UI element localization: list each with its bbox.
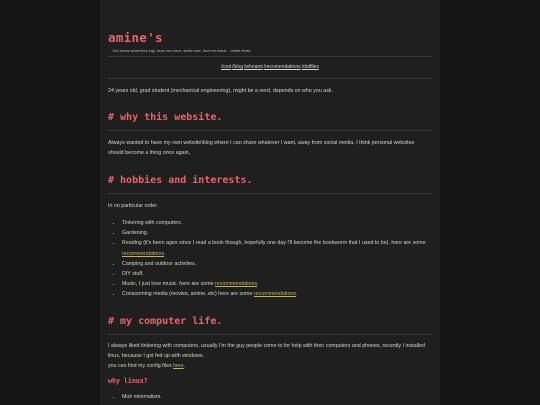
list-item: • DIY stuff.	[122, 269, 444, 279]
recommendations-link-media[interactable]: recommendations	[253, 291, 296, 298]
list-item: • Camping and outdoor activities.	[122, 259, 444, 269]
nav-bar	[108, 64, 432, 70]
site-tagline: You know what they say, trust me once, strike one. fool me twice... strike three.	[112, 48, 252, 53]
list-item: • Reading (it's been ages since I read a book though, hopefully one day I'll become the bookworm that I used to be). here are some recommendations.	[122, 238, 444, 258]
nav-link-recomendations[interactable]: /recomendations	[263, 64, 301, 70]
list-item: • Tinkering with computers.	[122, 218, 444, 228]
list-item: • Muh minimalism.	[122, 392, 444, 402]
section-divider	[108, 334, 432, 335]
hobbies-list	[108, 218, 444, 300]
heading-why-website: # why this website.	[108, 112, 223, 123]
nav-link-root[interactable]: /root	[221, 64, 232, 70]
section-divider	[108, 130, 432, 131]
section-divider	[108, 193, 432, 194]
list-item: • Gardening.	[122, 228, 444, 238]
why-linux-list	[108, 392, 444, 402]
recommendations-link-books[interactable]: recommendations	[122, 250, 165, 257]
list-item: • Consooming media (movies, anime..etc) here are some recommendations.	[122, 289, 444, 299]
heading-computer-life: # my computer life.	[108, 316, 223, 327]
list-item: • Music, I just love music. here are some recommendations.	[122, 279, 444, 289]
nav-link-blog[interactable]: /blog	[232, 64, 244, 70]
nav-link-dotfiles[interactable]: /dotfiles	[301, 64, 319, 70]
header-divider	[108, 56, 432, 57]
page-container	[100, 0, 440, 405]
why-website-text: Always wanted to have my own website\blog where I can share whatever I want, away from social media, I think personal websites should become a thing once again,	[108, 140, 415, 156]
recommendations-link-music[interactable]: recommendations	[215, 281, 258, 288]
heading-hobbies: # hobbies and interests.	[108, 175, 253, 186]
computer-life-text: I always liked tinkering with computers, usually I'm the guy people come to for help with their computers and phones, recently I installed linux, because I got fed up with windows. you can find my config files here.	[108, 343, 425, 369]
nav-link-whoami[interactable]: /whoami	[244, 64, 263, 70]
intro-text: 24 years old, grad student (mechanical engineering), might be a nerd, depends on who you ask.	[108, 88, 333, 94]
heading-why-linux: why linux?	[108, 377, 148, 385]
nav-divider	[108, 78, 432, 79]
config-files-link[interactable]: here	[173, 363, 184, 369]
hobbies-intro: In no particular order.	[108, 203, 159, 209]
site-title[interactable]: amine's	[108, 30, 163, 45]
